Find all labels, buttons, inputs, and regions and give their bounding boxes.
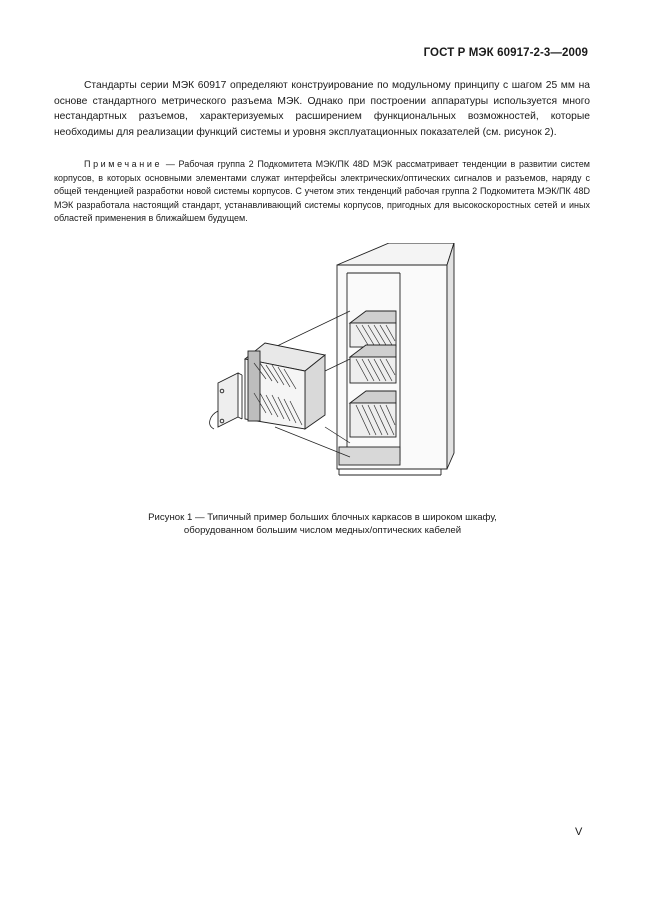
figure-caption	[100, 511, 545, 537]
front-panel	[210, 373, 242, 429]
note-lead: Примечание	[84, 159, 163, 169]
page-number: V	[575, 826, 583, 838]
caption-line-1: Рисунок 1 — Типичный пример больших блочных каркасов в широком шкафу,	[148, 512, 497, 523]
figure-cabinet-illustration	[190, 243, 470, 488]
paragraph-text: Стандарты серии МЭК 60917 определяют конструирование по модульному принципу с шагом 25 мм на основе стандартного метрического разъема МЭК. Однако при построении аппаратуры используется много нестандартных разъемов, характеризуемых расширением функциональных возможностей, которые необходимы для реализации функций системы и уровня эксплуатационных показателей (см. рисунок 2).	[54, 80, 590, 138]
body-paragraph	[54, 78, 590, 140]
cabinet-subrack-3	[350, 391, 396, 437]
document-header: ГОСТ Р МЭК 60917-2-3—2009	[423, 47, 588, 59]
note-text: — Рабочая группа 2 Подкомитета МЭК/ПК 48D МЭК рассматривает тенденции в развитии систем корпусов, в которых основными элементами служат интерфейсы электрических/оптических сигналов и разъемов, наряду с общей тенденцией разработки новой системы корпусов. С учетом этих тенденций рабочая группа 2 Подкомитета МЭК/ПК 48D МЭК разработала настоящий стандарт, устанавливающий системы корпусов, пригодных для высокоскоростных сетей и иных областей применения в ближайшем будущем.	[54, 159, 590, 224]
extracted-subrack	[245, 343, 325, 429]
caption-line-2: оборудованном большим числом медных/оптических кабелей	[183, 525, 462, 536]
note-block	[54, 158, 590, 226]
